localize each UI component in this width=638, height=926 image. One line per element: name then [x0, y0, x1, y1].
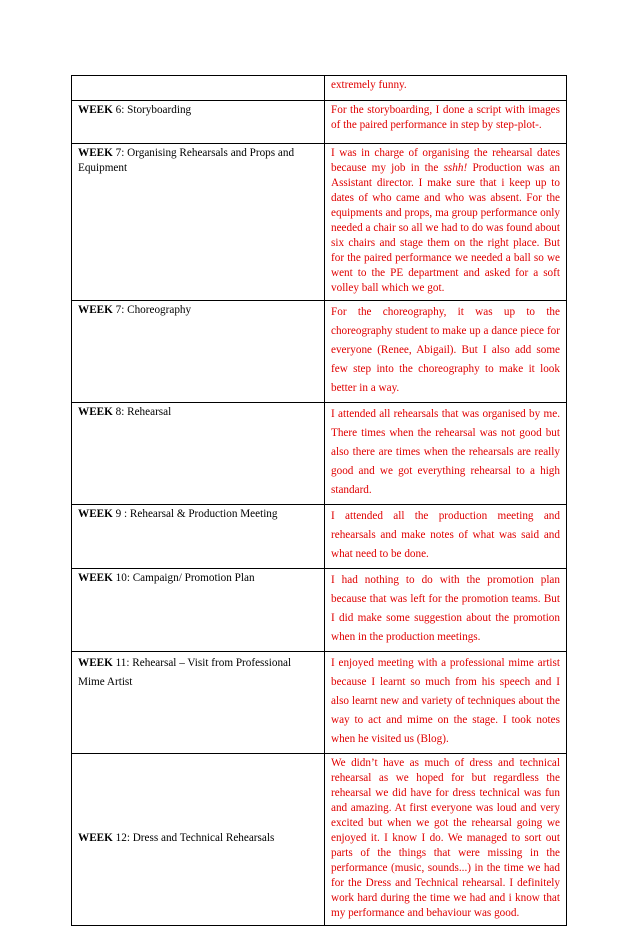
- week-label: WEEK: [78, 832, 113, 844]
- week-topic: 6: Storyboarding: [112, 104, 192, 116]
- table-row: [72, 569, 567, 652]
- table-row: [72, 403, 567, 505]
- table-row: [72, 652, 567, 754]
- week-label: WEEK: [78, 304, 113, 316]
- week-cell: [72, 505, 325, 569]
- reflection-log-table: [71, 75, 567, 926]
- table-row: [72, 505, 567, 569]
- week-topic: 11: Rehearsal – Visit from Professional Mime Artist: [78, 657, 292, 688]
- week-label: WEEK: [78, 147, 113, 159]
- week-cell: [72, 301, 325, 403]
- week-label: WEEK: [78, 657, 113, 669]
- week-cell: [72, 652, 325, 754]
- week-topic: 12: Dress and Technical Rehearsals: [112, 832, 275, 844]
- week-label: WEEK: [78, 104, 113, 116]
- week-label: WEEK: [78, 406, 113, 418]
- week-topic: 7: Organising Rehearsals and Props and Equipment: [78, 147, 295, 174]
- reflection-cell: I attended all the production meeting and rehearsals and make notes of what was said and what need to be done.: [325, 505, 567, 569]
- reflection-cell: For the storyboarding, I done a script with images of the paired performance in step by step-plot-.: [325, 101, 567, 144]
- reflection-cell: I enjoyed meeting with a professional mime artist because I learnt so much from his speech and I also learnt new and variety of techniques about the way to act and mime on the stage. I took notes when he visited us (Blog).: [325, 652, 567, 754]
- reflection-cell: We didn’t have as much of dress and technical rehearsal as we hoped for but regardless the rehearsal we did have for dress technical was fun and amazing. At first everyone was loud and very excited but when we got the rehearsal going we enjoyed it. I know I do. We managed to sort out parts of the things that were missing in the performance (music, sounds...) in the time we had for the Dress and Technical rehearsal. I definitely work hard during the time we had and i know that my performance and behaviour was good.: [325, 754, 567, 926]
- production-title: sshh!: [443, 162, 468, 174]
- week-cell: [72, 76, 325, 101]
- week-topic: 10: Campaign/ Promotion Plan: [112, 572, 255, 584]
- table-row: [72, 101, 567, 144]
- reflection-cell: I attended all rehearsals that was organised by me. There times when the rehearsal was not good but also there are times when the rehearsals are really good and we got everything rehearsal to a high standard.: [325, 403, 567, 505]
- reflection-cell: extremely funny.: [325, 76, 567, 101]
- week-cell: [72, 403, 325, 505]
- week-cell: [72, 144, 325, 301]
- week-label: WEEK: [78, 508, 113, 520]
- week-topic: 8: Rehearsal: [112, 406, 172, 418]
- week-topic: 7: Choreography: [112, 304, 192, 316]
- week-label: WEEK: [78, 572, 113, 584]
- table-row: [72, 144, 567, 301]
- week-topic: 9 : Rehearsal & Production Meeting: [112, 508, 278, 520]
- reflection-cell: [325, 144, 567, 301]
- week-cell: [72, 101, 325, 144]
- table-row: [72, 76, 567, 101]
- reflection-text: I was in charge of organising the rehearsal dates because my job in the: [331, 147, 560, 174]
- table-row: [72, 754, 567, 926]
- week-cell: [72, 569, 325, 652]
- table-row: [72, 301, 567, 403]
- reflection-cell: For the choreography, it was up to the choreography student to make up a dance piece for everyone (Renee, Abigail). But I also add some few step into the choreography to make it look better in a way.: [325, 301, 567, 403]
- week-cell: [72, 754, 325, 926]
- reflection-text: Production was an Assistant director. I make sure that i keep up to dates of who came and who was absent. For the equipments and props, ma group performance only needed a chair so all we had to do was found about six chairs and stage them on the right place. But for the paired performance we needed a ball so we went to the PE department and asked for a soft volley ball which we got.: [331, 162, 560, 294]
- reflection-cell: I had nothing to do with the promotion plan because that was left for the promotion teams. But I did make some suggestion about the promotion when in the production meetings.: [325, 569, 567, 652]
